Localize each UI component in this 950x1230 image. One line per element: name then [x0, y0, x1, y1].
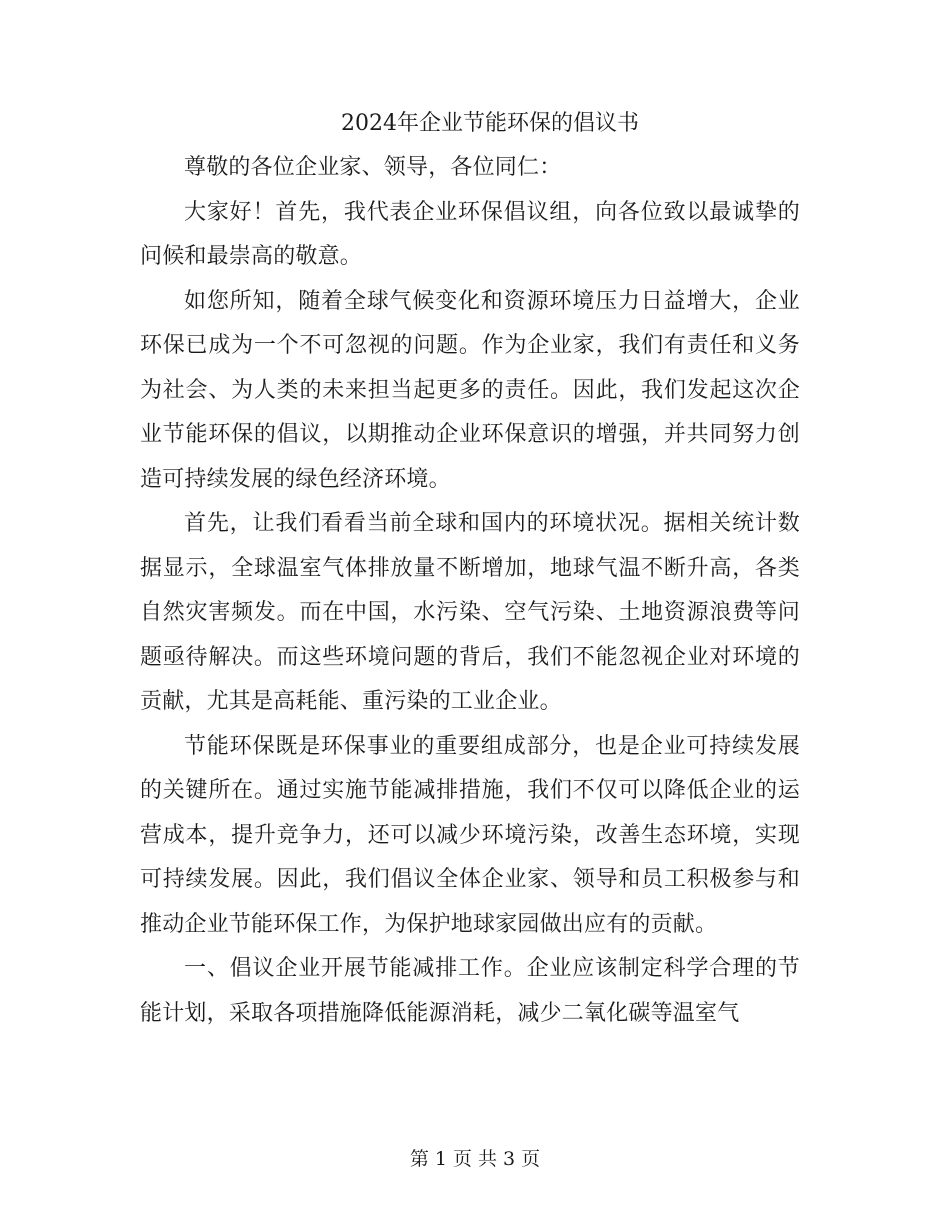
salutation: 尊敬的各位企业家、领导，各位同仁： [184, 155, 562, 180]
page-number-footer: 第 1 页 共 3 页 [409, 1148, 541, 1170]
paragraph-greeting: 大家好！首先，我代表企业环保倡议组，向各位致以最诚挚的问候和最崇高的敬意。 [140, 199, 800, 269]
document-body [140, 102, 800, 1036]
paragraph-proposal-one: 一、倡议企业开展节能减排工作。企业应该制定科学合理的节能计划，采取各项措施降低能源消耗，减少二氧化碳等温室气 [140, 956, 800, 1026]
paragraph-energy-saving-importance: 节能环保既是环保事业的重要组成部分，也是企业可持续发展的关键所在。通过实施节能减排措施，我们不仅可以降低企业的运营成本，提升竞争力，还可以减少环境污染，改善生态环境，实现可持续发展。因此，我们倡议全体企业家、领导和员工积极参与和推动企业节能环保工作，为保护地球家园做出应有的贡献。 [140, 733, 800, 937]
paragraph-environment-status: 首先，让我们看看当前全球和国内的环境状况。据相关统计数据显示，全球温室气体排放量不断增加，地球气温不断升高，各类自然灾害频发。而在中国，水污染、空气污染、土地资源浪费等问题亟待解决。而这些环境问题的背后，我们不能忽视企业对环境的贡献，尤其是高耗能、重污染的工业企业。 [140, 511, 800, 714]
document-title: 2024年企业节能环保的倡议书 [341, 111, 639, 136]
paragraph-background: 如您所知，随着全球气候变化和资源环境压力日益增大，企业环保已成为一个不可忽视的问题。作为企业家，我们有责任和义务为社会、为人类的未来担当起更多的责任。因此，我们发起这次企业节能环保的倡议，以期推动企业环保意识的增强，并共同努力创造可持续发展的绿色经济环境。 [140, 288, 800, 492]
